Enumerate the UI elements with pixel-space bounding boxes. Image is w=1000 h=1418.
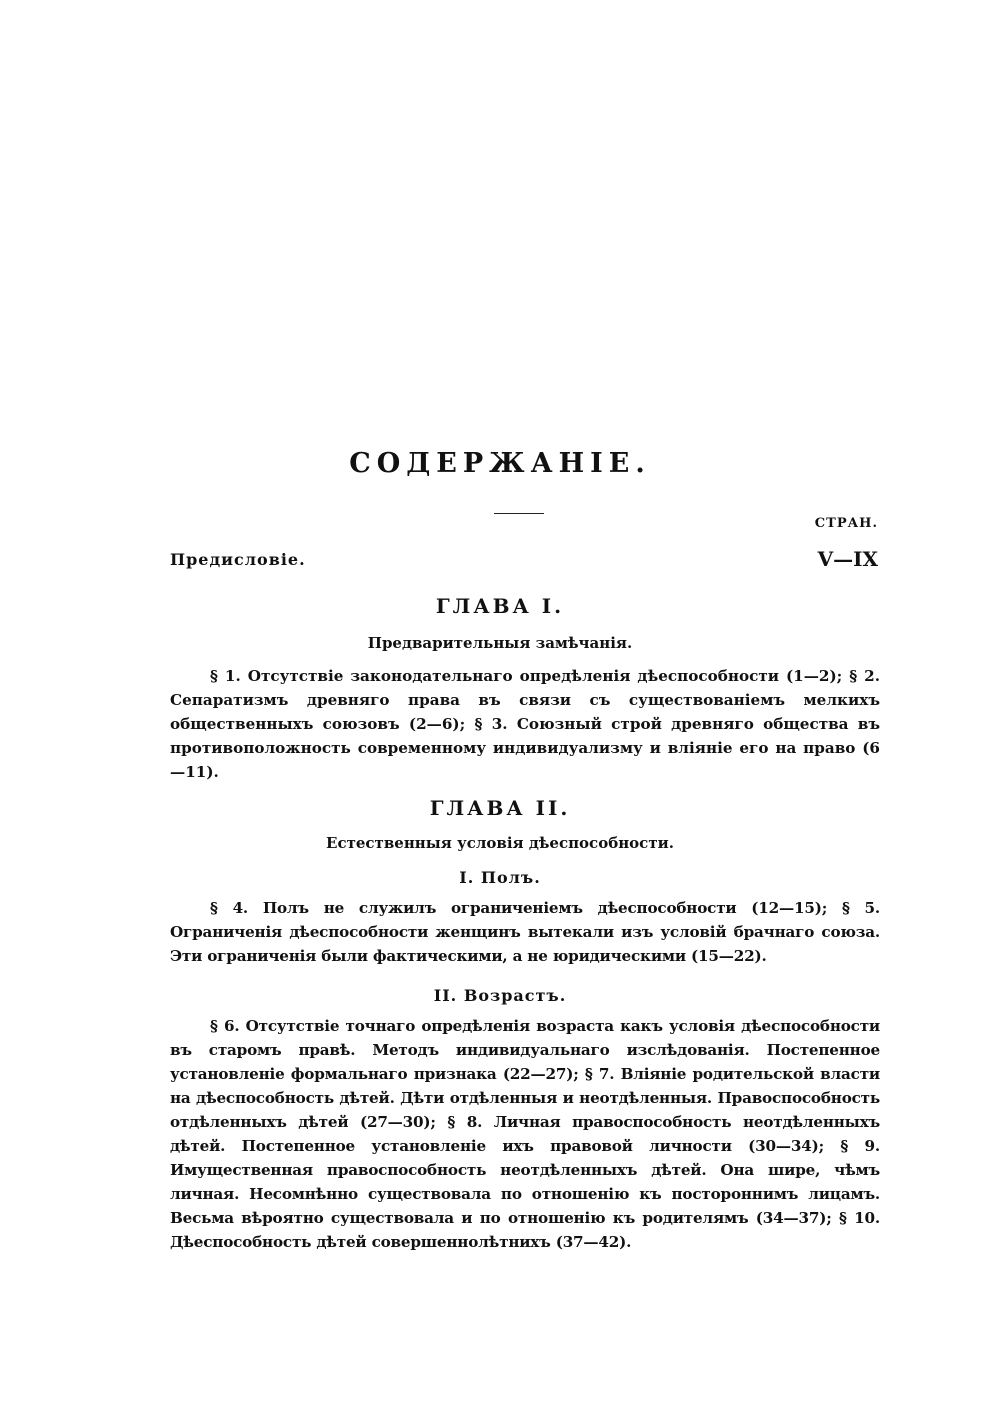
- title-divider: [494, 513, 544, 514]
- chapter-1-section-text: § 1. Отсутствіе законодательнаго опредѣленія дѣеспособности (1—2); § 2. Сепаратизмъ древняго права въ связи съ существованіемъ мелкихъ общественныхъ союзовъ (2—6); § 3. Союзный строй древняго общества въ противоположность современному индивидуализму и вліяніе его на право (6—11).: [170, 667, 880, 781]
- chapter-1-subtitle: Предварительныя замѣчанія.: [367, 634, 633, 652]
- preface-entry-label: Предисловіе.: [170, 550, 306, 569]
- page-title: СОДЕРЖАНІЕ.: [349, 448, 651, 479]
- preface-entry-pages: V—IX: [817, 547, 878, 571]
- chapter-2-subtitle: Естественныя условія дѣеспособности.: [326, 834, 674, 852]
- chapter-1-heading: ГЛАВА I.: [435, 594, 565, 618]
- page-column-header: СТРАН.: [814, 516, 878, 531]
- section-age-heading: II. Возрастъ.: [433, 986, 567, 1005]
- section-sex-heading: I. Полъ.: [459, 868, 541, 887]
- section-age-text: § 6. Отсутствіе точнаго опредѣленія возраста какъ условія дѣеспособности въ старомъ правѣ. Методъ индивидуальнаго изслѣдованія. Постепенное установленіе формальнаго признака (22—27); § 7. Вліяніе родительской власти на дѣеспособность дѣтей. Дѣти отдѣленныя и неотдѣленныя. Правоспособность отдѣленныхъ дѣтей (27—30); § 8. Личная правоспособность неотдѣленныхъ дѣтей. Постепенное установленіе ихъ правовой личности (30—34); § 9. Имущественная правоспособность неотдѣленныхъ дѣтей. Она шире, чѣмъ личная. Несомнѣнно существовала по отношенію къ постороннимъ лицамъ. Весьма вѣроятно существовала и по отношенію къ родителямъ (34—37); § 10. Дѣеспособность дѣтей совершеннолѣтнихъ (37—42).: [170, 1017, 880, 1251]
- chapter-2-heading: ГЛАВА II.: [429, 796, 571, 820]
- section-sex-text: § 4. Полъ не служилъ ограниченіемъ дѣеспособности (12—15); § 5. Ограниченія дѣеспособности женщинъ вытекали изъ условій брачнаго союза. Эти ограниченія были фактическими, а не юридическими (15—22).: [170, 899, 880, 965]
